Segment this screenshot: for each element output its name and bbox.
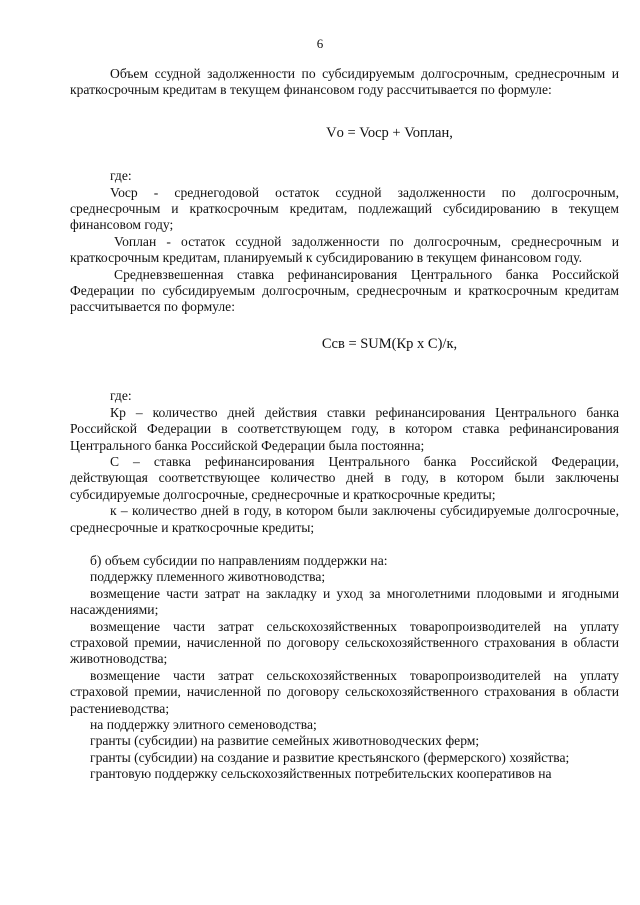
where-label-2: где:	[110, 388, 132, 404]
paragraph-volume-intro: Объем ссудной задолженности по субсидируемым долгосрочным, среднесрочным и краткосрочным кредитам в текущем финансовом году рассчитывается по формуле:	[70, 66, 619, 98]
document-body	[70, 66, 619, 783]
support-item: на поддержку элитного семеноводства;	[90, 717, 317, 732]
formula-rate: Cсв = SUM(Кр x С)/к,	[321, 335, 458, 352]
definition-voplan: Voплан - остаток ссудной задолженности по долгосрочным, среднесрочным и краткосрочным кредитам, планируемый к субсидированию в текущем финансовом году.	[70, 233, 619, 266]
formula-volume: Vо = Voср + Voплан,	[326, 124, 453, 141]
definition-c: С – ставка рефинансирования Центрального банка Российской Федерации, действующая соответствующее количество дней в году, в котором были заключены субсидируемые долгосрочные, среднесрочные и краткосрочные кредиты;	[70, 453, 619, 502]
definition-vocr: Voср - среднегодовой остаток ссудной задолженности по долгосрочным, среднесрочным и краткосрочным кредитам, подлежащий субсидированию в текущем финансовом году;	[70, 184, 619, 233]
definition-kr: Кр – количество дней действия ставки рефинансирования Центрального банка Российской Федерации в соответствующем году, в котором ставка рефинансирования Центрального банка Российской Федерации была постоянна;	[70, 404, 619, 453]
definition-k: к – количество дней в году, в котором были заключены субсидируемые долгосрочные, среднесрочные и краткосрочные кредиты;	[70, 503, 619, 535]
support-item: грантовую поддержку сельскохозяйственных потребительских кооперативов на	[90, 766, 552, 782]
support-item: поддержку племенного животноводства;	[90, 569, 326, 585]
support-item: гранты (субсидии) на развитие семейных животноводческих ферм;	[90, 733, 480, 749]
support-intro: б) объем субсидии по направлениям поддержки на:	[90, 552, 388, 568]
support-item: гранты (субсидии) на создание и развитие крестьянского (фермерского) хозяйства;	[90, 749, 570, 765]
support-item: возмещение части затрат сельскохозяйственных товаропроизводителей на уплату страховой премии, начисленной по договору сельскохозяйственного страхования в области животноводства;	[70, 618, 619, 667]
where-label-1: где:	[110, 168, 132, 184]
support-item: возмещение части затрат на закладку и уход за многолетними плодовыми и ягодными насаждениями;	[70, 585, 619, 618]
support-item: возмещение части затрат сельскохозяйственных товаропроизводителей на уплату страховой премии, начисленной по договору сельскохозяйственного страхования в области растениеводства;	[70, 667, 619, 716]
paragraph-rate-intro: Средневзвешенная ставка рефинансирования Центрального банка Российской Федерации по субсидируемым долгосрочным, среднесрочным и краткосрочным кредитам рассчитывается по формуле:	[70, 266, 619, 315]
page-number: 6	[316, 36, 324, 51]
